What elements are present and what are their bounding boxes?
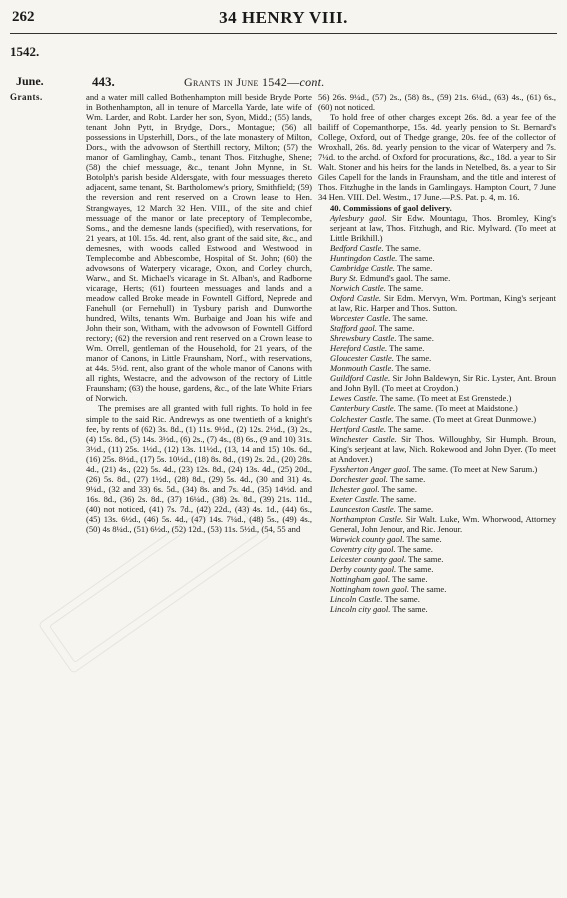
gaol-commissioners: The same. xyxy=(386,423,424,434)
gaol-place: Coventry city gaol. xyxy=(330,544,396,555)
gaol-entry xyxy=(318,494,556,504)
gaol-entry xyxy=(318,353,556,363)
gaol-entry xyxy=(318,293,556,313)
gaol-place: Gloucester Castle. xyxy=(330,353,394,364)
gaol-entry xyxy=(318,333,556,343)
gaol-place: Hereford Castle. xyxy=(330,343,388,354)
commissions-heading: 40. Commissions of gaol delivery. xyxy=(330,202,452,213)
gaol-place: Winchester Castle. xyxy=(330,433,397,444)
gaol-entry xyxy=(318,504,556,514)
gaol-entry xyxy=(318,243,556,253)
gaol-entry xyxy=(318,564,556,574)
gaol-place: Nottingham town gaol. xyxy=(330,584,410,595)
gaol-place: Lincoln city gaol. xyxy=(330,604,391,615)
gaol-entry xyxy=(318,263,556,273)
gaol-commissioners: The same. xyxy=(393,353,432,364)
running-title: 34 HENRY VIII. xyxy=(219,8,348,27)
gaol-place: Warwick county gaol. xyxy=(330,534,405,545)
entry-title-text: Grants in June 1542— xyxy=(184,75,300,89)
gaol-commissioners: The same. xyxy=(387,473,426,484)
gaol-commissioners: Sir Thos. Willoughby, Sir Humph. Broun, King's serjeant at law, Nich. Rokewood and John Dyer. (To meet at Andover.) xyxy=(330,433,556,464)
gaol-place: Worcester Castle. xyxy=(330,313,391,324)
gaol-place: Huntingdon Castle. xyxy=(330,252,398,263)
gaol-place: Fyssherton Anger gaol. xyxy=(330,463,411,474)
gaol-place: Bury St. xyxy=(330,272,358,283)
gaol-commissioners: The same. xyxy=(390,313,428,324)
gaol-commissioners: Sir Walt. Luke, Wm. Whorwood, Attorney General, John Jenour, and Ric. Jenour. xyxy=(330,513,556,535)
gaol-list xyxy=(318,213,556,615)
gaol-entry xyxy=(318,363,556,373)
gaol-place: Cambridge Castle. xyxy=(330,262,395,273)
gaol-entry xyxy=(318,604,556,614)
gaol-entry xyxy=(318,373,556,393)
header-rule xyxy=(10,33,557,34)
gaol-place: Monmouth Castle. xyxy=(330,363,394,374)
gaol-commissioners: Edmund's gaol. The same. xyxy=(357,272,451,283)
gaol-place: Hertford Castle. xyxy=(330,423,387,434)
gaol-entry xyxy=(318,434,556,464)
gaol-entry xyxy=(318,584,556,594)
gaol-entry xyxy=(318,514,556,534)
gaol-place: Shrewsbury Castle. xyxy=(330,333,397,344)
gaol-commissioners: The same. xyxy=(390,574,428,585)
gaol-place: Nottingham gaol. xyxy=(330,574,391,585)
gaol-place: Lincoln Castle. xyxy=(330,594,383,605)
gaol-entry xyxy=(318,393,556,403)
gaol-commissioners: The same. xyxy=(390,604,428,615)
gaol-commissioners: The same. xyxy=(387,343,425,354)
gaol-commissioners: The same. xyxy=(404,534,442,545)
gaol-commissioners: Sir Edw. Mountagu, Thos. Bromley, King's serjeant at law, Thos. Fitzhugh, and Ric. Mylward. (To meet at Little Brikhill.) xyxy=(330,212,556,243)
gaol-entry xyxy=(318,283,556,293)
gaol-commissioners: The same. xyxy=(394,262,433,273)
gaol-commissioners: The same. (To meet at New Sarum.) xyxy=(410,463,538,474)
gaol-place: Ilchester gaol. xyxy=(330,483,380,494)
gaol-place: Northampton Castle. xyxy=(330,513,403,524)
right-paragraph-2: To hold free of other charges except 26s. 8d. a year fee of the bailiff of Copemanthorpe, 15s. 4d. yearly pension to St. Bernard's College, Oxford, out of Thedge grange, 20s. fee of the collector of Wroxhall, 26s. 8d. yearly pension to the vicar of Waterpery and 7s. 7¼d. to the archd. of Oxford for procurations, &c., 18d. a year to Sir Walt. Stoner and his heirs for the lands in Netelbed, 8s. a year to Sir Giles Capell for the lands in Fraunsham, and the title and interest of Thos. Fitzhughe in the lands in Gamlingays. Hampton Court, 7 June 34 Hen. VIII. Del. Westm., 17 June.—P.S. Pat. p. 4, m. 16. xyxy=(318,112,556,203)
gaol-entry xyxy=(318,464,556,474)
left-column xyxy=(86,92,312,534)
gaol-commissioners: The same. (To meet at Est Grenstede.) xyxy=(377,393,512,404)
gaol-commissioners: The same. xyxy=(376,323,415,334)
gaol-commissioners: The same. xyxy=(379,483,417,494)
gaol-entry xyxy=(318,534,556,544)
gaol-commissioners: The same. xyxy=(396,564,434,575)
right-column xyxy=(318,92,556,614)
gaol-place: Oxford Castle. xyxy=(330,292,382,303)
gaol-entry xyxy=(318,323,556,333)
gaol-commissioners: The same. xyxy=(393,363,431,374)
left-paragraph-2: The premises are all granted with full rights. To hold in fee simple to the said Ric. Andrewys as one twentieth of a knight's fee, by rents of (62) 3s. 8d., (1) 11s. 9½d., (2) 12s. 2½d., (3) 2s., (4) 15s. 8d., (5) 14s. 3½d., (6) 2s., (7) 4s., (8) 6s., (9 and 10) 31s. 3½d., (11) 25s. 1½d., (12) 13s. 11½d., (13, 14 and 15) 10s. 6d., (16) 25s. 8½d., (17) 5s. 10½d., (18) 8s. 8d., (19) 2s. 2d., (20) 28s. 4d., (21) 4s., (22) 5s. 4d., (23) 12s. 8d., (24) 13s. 4d., (25) 20d., (26) 5s. 8d., (27) 1½d., (28) 8d., (29) 5s. 4d., (30 and 31) 4s. 9¼d., (32 and 33) 6s. 5d., (34) 8s. and 7s. 4d., (35) 14½d. and 16s. 8d., (36) 2s. 8d., (37) 16¼d., (38) 2s. 8d., (39) 21s. 11d., (40) not noticed, (41) 7s. 7d., (42) 22d., (43) 4s. 1d., (44) 6s., (45) 13s. 6½d., (46) 5s. 4d., (47) 14s. 7¼d., (48) 5s., (49) 4s., (50) 4s 8¼d., (51) 6½d., (52) 12d., (53) 11s. 5½d., (54, 55 and xyxy=(86,403,312,535)
gaol-commissioners: The same. xyxy=(382,594,420,605)
margin-year: 1542. xyxy=(10,44,40,59)
gaol-place: Bedford Castle. xyxy=(330,242,384,253)
margin-month: June. xyxy=(16,74,44,88)
gaol-commissioners: The same. xyxy=(385,282,424,293)
gaol-commissioners: The same. (To meet at Maidstone.) xyxy=(395,403,518,414)
gaol-entry xyxy=(318,554,556,564)
gaol-entry xyxy=(318,273,556,283)
gaol-place: Stafford gaol. xyxy=(330,323,377,334)
gaol-entry xyxy=(318,474,556,484)
gaol-entry xyxy=(318,544,556,554)
gaol-place: Launceston Castle. xyxy=(330,503,396,514)
gaol-commissioners: Sir Edm. Mervyn, Wm. Portman, King's serjeant at law, Ric. Harper and Thos. Sutton. xyxy=(330,292,556,313)
right-paragraph-1: 56) 26s. 9¼d., (57) 2s., (58) 8s., (59) 21s. 6¼d., (63) 4s., (61) 6s., (60) not noticed. xyxy=(318,92,556,113)
gaol-place: Leicester county gaol. xyxy=(330,554,407,565)
left-paragraph-1: and a water mill called Bothenhampton mill beside Bryde Porte in Bothenhampton, all in tenure of Marcella Yarde, late wife of Wm. Larder, and Robt. Larder her son, Syon, Midd.; (55) lands, tenant John Pytt, in Brydge, Dors., Montague; (56) all possessions in Upsterhill, Dors., of the late monastery of Milton, Dors., with the advowson of Sterthill rectory, Milton; (57) the manor of Gamlinghay, Camb., tenant Thos. Fitzhughe, Shene; (58) the chief messuage, &c., tenant John Mynne, in St. Botolph's parish beside Aldersgate, with four messuages thereto adjacent, same tenant, St. Bartholomew's priory, Smithfield; (59) the reversion and rent reserved on a Crown lease to Hen. Strangwayes, 12 March 32 Hen. VIII., of the site and chief messuage of the manor or late preceptory of Templecombe, Soms., and the demesne lands (specified), with reservations, for 21 years, at 10l. 15s. 4d. rent, also grant of the said site, &c., and demesnes, with woods called Estwood and Westwood in Templecombe and Abbescombe, Hospital of St. John; (60) the advowsons of Waterpery vicarage, Oxon, and Corley church, Warw., and St. Michael's vicarage in St. Alban's, and Radborne vicarage, Herts; (61) fourteen messuages and lands and a meadow called Broke meade in Fowntell Gifford, Neprede and Fanehull (or Fernehull) in Tysbury parish and Dunworthe hundred, Wilts, tenants Wm. Burbaige and Joan his wife and John their son, Witham, with the advowson of Fowntell Gifford rectory; (62) the reversion and rent reserved on a Crown lease to Wm. Orrell, gentleman of the Household, for 21 years, of the manor of Canons, in Little Fraunsham, Norf., with reservations, at 44s. 5½d. rent, also grant of the whole manor of Canons with all rights, Westacre, and the advowson of the rectory of Little Fraunsham; (63) the house, gardens, &c., of the late White Friars of Norwich. xyxy=(86,92,312,404)
gaol-place: Derby county gaol. xyxy=(330,564,397,575)
gaol-entry xyxy=(318,484,556,494)
gaol-entry xyxy=(318,343,556,353)
gaol-commissioners: The same. xyxy=(395,544,433,555)
gaol-place: Dorchester gaol. xyxy=(330,473,388,484)
gaol-place: Colchester Castle. xyxy=(330,413,394,424)
gaol-place: Exeter Castle. xyxy=(330,493,379,504)
gaol-commissioners: The same. (To meet at Great Dunmowe.) xyxy=(393,413,537,424)
gaol-commissioners: The same. xyxy=(395,503,434,514)
gaol-entry xyxy=(318,313,556,323)
gaol-commissioners: Sir John Baldewyn, Sir Ric. Lyster, Ant. Broun and John Byll. (To meet at Croydon.) xyxy=(330,373,556,394)
gaol-entry xyxy=(318,424,556,434)
entry-title-cont: cont. xyxy=(299,75,325,89)
gaol-place: Lewes Castle. xyxy=(330,393,378,404)
gaol-place: Guildford Castle. xyxy=(330,373,391,384)
gaol-place: Canterbury Castle. xyxy=(330,403,396,414)
entry-title xyxy=(184,75,325,90)
gaol-entry xyxy=(318,213,556,243)
gaol-place: Norwich Castle. xyxy=(330,282,386,293)
gaol-place: Aylesbury gaol. xyxy=(330,212,387,223)
gaol-entry xyxy=(318,414,556,424)
margin-section-label: Grants. xyxy=(10,92,43,102)
entry-number: 443. xyxy=(92,74,115,89)
gaol-commissioners: The same. xyxy=(378,493,416,504)
gaol-entry xyxy=(318,253,556,263)
gaol-commissioners: The same. xyxy=(383,242,421,253)
gaol-commissioners: The same. xyxy=(406,554,444,565)
gaol-commissioners: The same. xyxy=(396,333,434,344)
page-number: 262 xyxy=(12,9,35,25)
gaol-entry xyxy=(318,594,556,604)
gaol-entry xyxy=(318,574,556,584)
gaol-commissioners: The same. xyxy=(409,584,447,595)
gaol-entry xyxy=(318,403,556,413)
gaol-commissioners: The same. xyxy=(397,252,435,263)
